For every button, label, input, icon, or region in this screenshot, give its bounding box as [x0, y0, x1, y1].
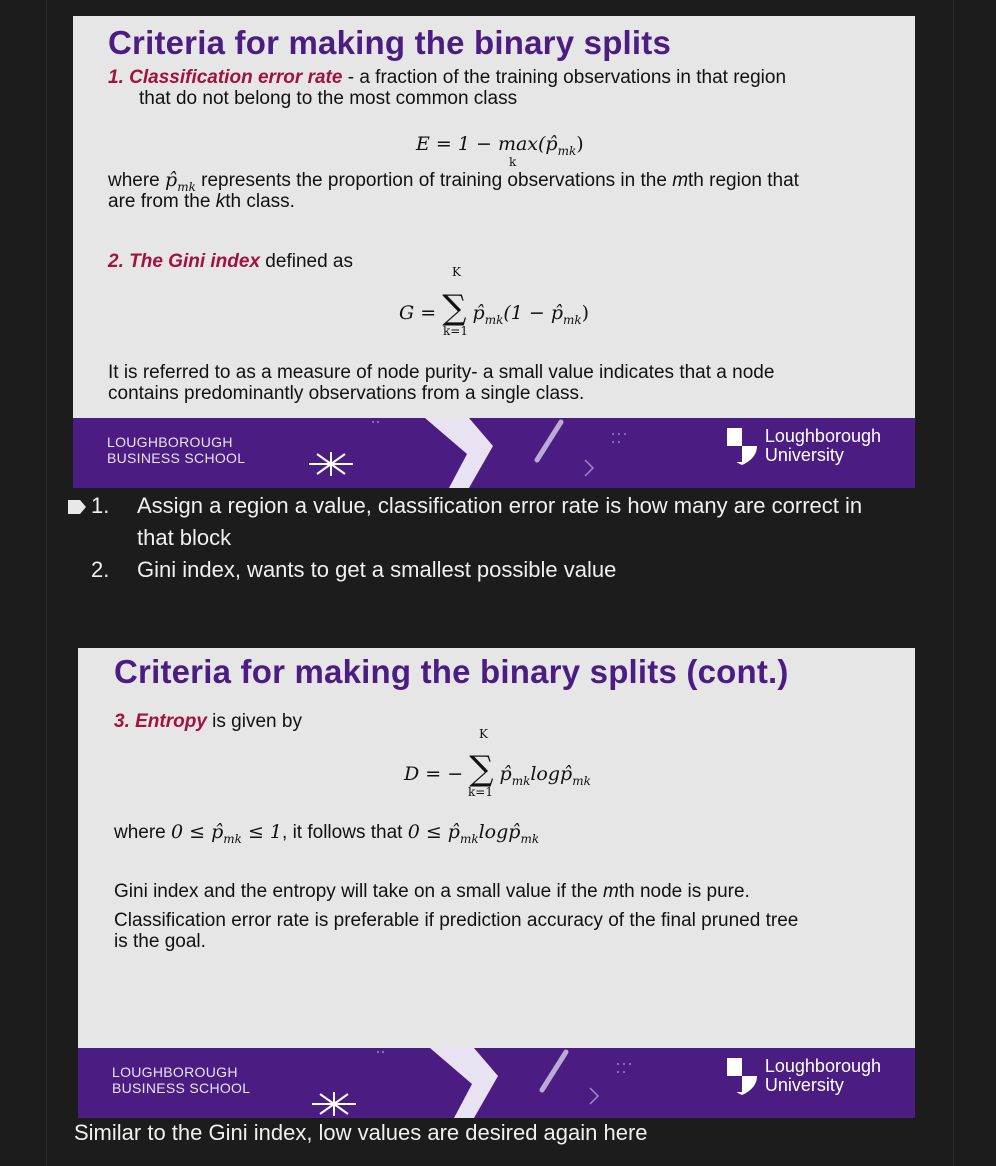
- university-logo: Loughborough University: [725, 426, 881, 466]
- gini-equation: G = ∑ $p̂_{mk}(1$ − $p̂_{mk}$): [399, 288, 590, 328]
- left-gutter: [0, 0, 47, 1166]
- entropy-sum-top: K: [479, 727, 488, 741]
- business-school-logo: LOUGHBOROUGH BUSINESS SCHOOL: [112, 1064, 251, 1096]
- slide-image-2: [78, 648, 915, 1118]
- note-final: Similar to the Gini index, low values are desired again here: [74, 1120, 648, 1145]
- business-school-logo: LOUGHBOROUGH BUSINESS SCHOOL: [107, 434, 246, 466]
- class-error-line2: is the goal.: [114, 931, 206, 952]
- university-logo: Loughborough University: [725, 1056, 881, 1096]
- class-error-line1: Classification error rate is preferable if prediction accuracy of the final pruned tree: [114, 910, 799, 931]
- slide-banner: [73, 418, 915, 488]
- university-shield-icon: [725, 1056, 759, 1096]
- university-shield-icon: [725, 426, 759, 466]
- item1-line2: that do not belong to the most common class: [139, 88, 518, 109]
- slide-image-1: [73, 16, 915, 488]
- entropy-sum-bottom: k=1: [468, 785, 493, 799]
- note-item-1-number: 1.: [91, 493, 110, 518]
- right-gutter: [953, 0, 996, 1166]
- gini-entropy-note: Gini index and the entropy will take on a small value if the mth node is pure.: [114, 881, 750, 902]
- purity-line2: contains predominantly observations from a single class.: [108, 383, 585, 404]
- where-line1: where $p̂_{mk}$ represents the proportion of training observations in the mth region that: [108, 169, 799, 194]
- error-rate-equation: $E = 1 - \max(p̂_{mk})$: [416, 133, 584, 158]
- slide-title: Criteria for making the binary splits (cont.): [114, 653, 789, 690]
- slide-banner: [78, 1048, 915, 1118]
- where-line2: are from the kth class.: [108, 191, 295, 212]
- item3-line: 3. Entropy is given by: [114, 711, 302, 732]
- purity-line1: It is referred to as a measure of node purity- a small value indicates that a node: [108, 362, 775, 383]
- slide-title: Criteria for making the binary splits: [108, 24, 672, 61]
- note-item-1-line1: Assign a region a value, classification error rate is how many are correct in: [137, 493, 863, 518]
- entropy-equation: D = − ∑ $p̂_{mk}\log p̂_{mk}$: [404, 749, 591, 789]
- gini-sum-bottom: k=1: [443, 324, 468, 338]
- note-item-2-number: 2.: [91, 557, 110, 582]
- sigma-icon: ∑: [442, 288, 467, 328]
- note-item-2-line1: Gini index, wants to get a smallest possible value: [137, 557, 617, 582]
- error-rate-under-k: k: [509, 155, 517, 169]
- gini-sum-top: K: [452, 265, 461, 279]
- bullet-arrow-icon: [66, 498, 88, 516]
- sigma-icon: ∑: [469, 749, 494, 789]
- item2-line: 2. The Gini index defined as: [108, 251, 353, 272]
- note-item-1-line2: that block: [137, 525, 232, 550]
- where-line: where $0 \le p̂_{mk} \le 1$, it follows that $0 \le p̂_{mk}\log p̂_{mk}$: [114, 821, 540, 846]
- item1-line1: 1. Classification error rate - a fraction of the training observations in that region: [108, 67, 787, 88]
